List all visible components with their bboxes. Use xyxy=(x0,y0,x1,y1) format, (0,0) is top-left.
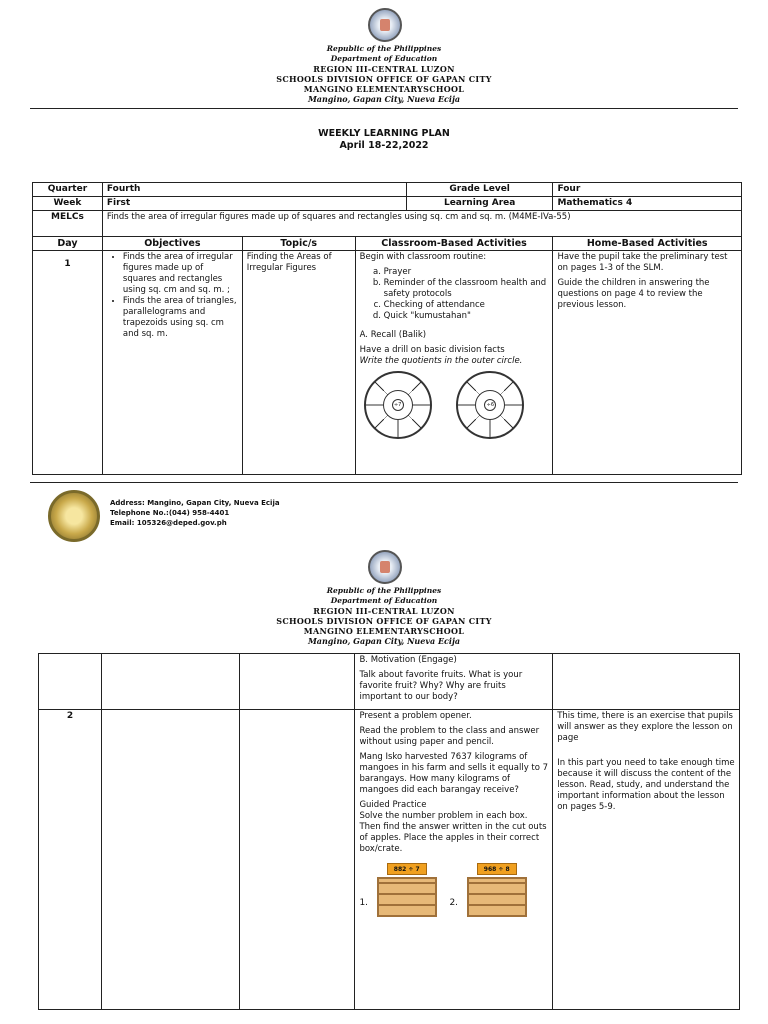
grade-value: Four xyxy=(553,183,742,197)
area-value: Mathematics 4 xyxy=(553,197,742,211)
day2-row xyxy=(39,710,740,1010)
motivation-row xyxy=(39,654,740,710)
school-line: MANGINO ELEMENTARYSCHOOL xyxy=(303,626,465,636)
problem-text: Mang Isko harvested 7637 kilograms of mangoes in his farm and sells it equally to 7 barangays. How many kilograms of mangoes did each barangay receive? xyxy=(359,752,549,795)
footer-divider xyxy=(30,482,738,483)
week-area-cell xyxy=(102,197,553,211)
read-instruction: Read the problem to the class and answer without using paper and pencil. xyxy=(359,726,540,747)
republic-line: Republic of the Philippines xyxy=(326,44,442,53)
column-header-row xyxy=(33,237,742,251)
region-line: REGION III-CENTRAL LUZON xyxy=(313,606,455,616)
division-wheels xyxy=(360,371,549,443)
grade-label: Grade Level xyxy=(406,183,553,196)
letterhead xyxy=(0,44,768,104)
quarter-grade-cell xyxy=(102,183,553,197)
division-wheel-icon xyxy=(456,371,524,439)
day1-home xyxy=(553,251,742,475)
motivation-cell xyxy=(355,654,553,710)
division-wheel-icon xyxy=(364,371,432,439)
col-classroom: Classroom-Based Activities xyxy=(355,237,553,251)
crate-icon xyxy=(373,863,439,917)
crate-label: 882 ÷ 7 xyxy=(387,863,427,875)
plan-title xyxy=(0,128,768,152)
crate-number: 2. xyxy=(449,898,459,908)
crate-icon xyxy=(463,863,529,917)
objective-item: • Finds the area of triangles, parallelograms and trapezoids using sq. cm and sq. m. xyxy=(123,296,238,340)
melcs-value: Finds the area of irregular figures made up of squares and rectangles using sq. cm and sq. m. (M4ME-IVa-55) xyxy=(102,211,741,237)
area-label: Learning Area xyxy=(406,197,553,210)
quarter-value: Fourth xyxy=(106,184,141,194)
letterhead xyxy=(0,586,768,646)
routine-item: a. Prayer xyxy=(384,267,549,278)
school-logo-icon xyxy=(48,490,100,542)
contact-info xyxy=(110,498,280,528)
republic-line: Republic of the Philippines xyxy=(326,586,442,595)
crate-label: 968 ÷ 8 xyxy=(477,863,517,875)
routine-item: c. Checking of attendance xyxy=(384,300,549,311)
recall-heading: A. Recall (Balik) xyxy=(359,330,427,340)
day1-objectives xyxy=(102,251,242,475)
week-value: First xyxy=(106,198,131,208)
lesson-plan-table-continued xyxy=(38,653,740,1010)
day1-topic: Finding the Areas of Irregular Figures xyxy=(242,251,355,475)
footer-email: Email: 105326@deped.gov.ph xyxy=(110,519,227,527)
division-line: SCHOOLS DIVISION OFFICE OF GAPAN CITY xyxy=(276,616,492,626)
division-line: SCHOOLS DIVISION OFFICE OF GAPAN CITY xyxy=(276,74,492,84)
home-activity: Guide the children in answering the questions on page 4 to review the previous lesson. xyxy=(557,278,710,310)
col-home: Home-Based Activities xyxy=(553,237,742,251)
footer-phone: Telephone No.:(044) 958-4401 xyxy=(110,509,230,517)
footer-address: Address: Mangino, Gapan City, Nueva Ecija xyxy=(110,499,280,507)
address-line: Mangino, Gapan City, Nueva Ecija xyxy=(307,94,461,104)
quarter-row xyxy=(33,183,742,197)
lesson-plan-table xyxy=(32,182,742,475)
crate-number: 1. xyxy=(359,898,369,908)
department-line: Department of Education xyxy=(330,596,438,605)
plan-date: April 18-22,2022 xyxy=(339,140,429,151)
plan-title-main: WEEKLY LEARNING PLAN xyxy=(318,128,450,139)
region-line: REGION III-CENTRAL LUZON xyxy=(313,64,455,74)
drill-instruction: Write the quotients in the outer circle. xyxy=(359,356,523,366)
col-objectives: Objectives xyxy=(102,237,242,251)
col-topics: Topic/s xyxy=(242,237,355,251)
home-activity: This time, there is an exercise that pupils will answer as they explore the lesson on page xyxy=(557,711,733,743)
header-divider xyxy=(30,108,738,109)
melcs-label: MELCs xyxy=(33,211,103,237)
routine-item: d. Quick "kumustahan" xyxy=(384,311,549,322)
col-day: Day xyxy=(33,237,103,251)
day2-home xyxy=(553,710,740,1010)
motivation-heading: B. Motivation (Engage) xyxy=(359,655,457,665)
deped-seal-icon xyxy=(368,550,402,584)
day2-classroom xyxy=(355,710,553,1010)
objective-item: • Finds the area of irregular figures made up of squares and rectangles using sq. cm and sq. m. ; xyxy=(123,252,238,296)
guided-practice-text: Solve the number problem in each box. Then find the answer written in the cut outs of apples. Place the apples in their correct box/crate. xyxy=(359,811,547,854)
wheel-center: ÷6 xyxy=(484,399,496,411)
quarter-label: Quarter xyxy=(33,183,103,197)
day2-number: 2 xyxy=(39,710,102,1010)
day1-classroom xyxy=(355,251,553,475)
home-activity: In this part you need to take enough time because it will discuss the content of the lesson. Read, study, and understand the important information about the lesson on pages 5-9. xyxy=(557,758,735,812)
wheel-center: ÷7 xyxy=(392,399,404,411)
home-activity: Have the pupil take the preliminary test on pages 1-3 of the SLM. xyxy=(557,252,728,273)
day1-number: 1 xyxy=(33,251,103,475)
week-label: Week xyxy=(33,197,103,211)
melcs-row xyxy=(33,211,742,237)
crates xyxy=(359,859,548,917)
school-line: MANGINO ELEMENTARYSCHOOL xyxy=(303,84,465,94)
drill-text: Have a drill on basic division facts xyxy=(359,345,505,355)
department-line: Department of Education xyxy=(330,54,438,63)
motivation-text: Talk about favorite fruits. What is your favorite fruit? Why? Why are fruits important to our body? xyxy=(359,670,523,702)
deped-seal-icon xyxy=(368,8,402,42)
opener-text: Present a problem opener. xyxy=(359,711,472,721)
address-line: Mangino, Gapan City, Nueva Ecija xyxy=(307,636,461,646)
routine-intro: Begin with classroom routine: xyxy=(359,252,487,262)
week-row xyxy=(33,197,742,211)
day1-row xyxy=(33,251,742,475)
routine-item: b. Reminder of the classroom health and safety protocols xyxy=(384,278,549,300)
guided-practice-heading: Guided Practice xyxy=(359,800,427,810)
